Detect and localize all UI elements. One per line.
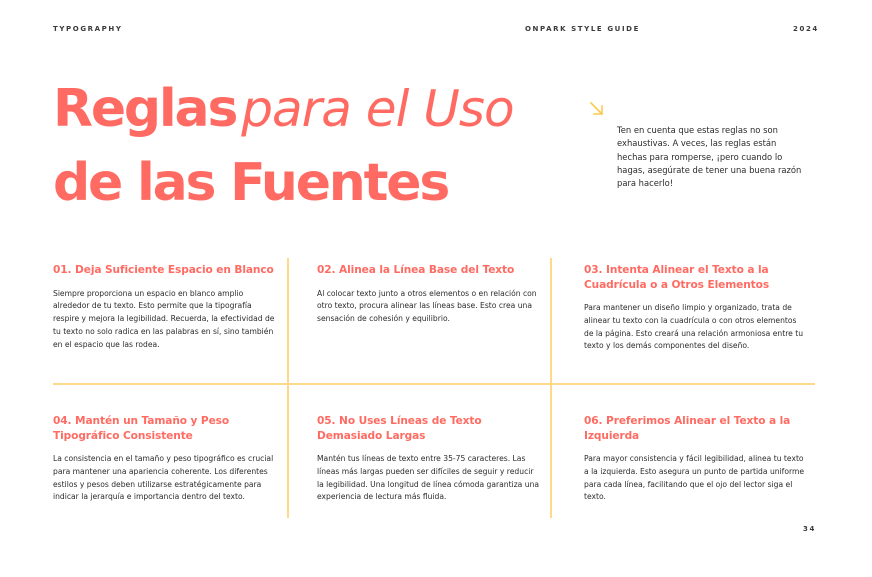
- rule-card-02: [317, 263, 541, 326]
- title-bold: Reglas: [53, 79, 237, 139]
- rule-body: Para mantener un diseño limpio y organizado, trata de alinear tu texto con la cuadrícula o con otros elementos de la página. Esto creará una relación armoniosa entre tu texto y los demás componentes del diseño.: [584, 303, 804, 351]
- rule-title: 02. Alinea la Línea Base del Texto: [317, 264, 515, 276]
- rule-title: 01. Deja Suficiente Espacio en Blanco: [53, 264, 274, 276]
- guide-label: ONPARK STYLE GUIDE: [525, 25, 640, 33]
- rule-card-06: [584, 414, 808, 504]
- rule-card-05: [317, 414, 541, 504]
- rule-body: Al colocar texto junto a otros elementos o en relación con otro texto, procura alinear las líneas base. Esto crea una sensación de cohesión y equilibrio.: [317, 288, 537, 324]
- intro-note: Ten en cuenta que estas reglas no son exhaustivas. A veces, las reglas están hechas para romperse, ¡pero cuando lo hagas, asegúrate de tener una buena razón para hacerlo!: [617, 125, 802, 189]
- rule-body: La consistencia en el tamaño y peso tipográfico es crucial para mantener una apariencia coherente. Los diferentes estilos y pesos deben utilizarse estratégicamente para indicar la jerarquía e importancia dentro del texto.: [53, 454, 274, 502]
- rule-title: 03. Intenta Alinear el Texto a la Cuadrícula o a Otros Elementos: [584, 264, 770, 291]
- page-number: 34: [803, 525, 816, 533]
- page-title: [53, 78, 514, 215]
- rule-body: Para mayor consistencia y fácil legibilidad, alinea tu texto a la izquierda. Esto asegura un punto de partida uniforme para cada línea, facilitando que el ojo del lector siga el texto.: [584, 454, 805, 502]
- rule-card-03: [584, 263, 808, 353]
- rule-body: Mantén tus líneas de texto entre 35-75 caracteres. Las líneas más largas pueden ser difíciles de seguir y reducir la legibilidad. Una longitud de línea cómoda garantiza una experiencia de lectura más fluida.: [317, 454, 540, 502]
- section-label: TYPOGRAPHY: [53, 25, 123, 33]
- arrow-down-right-icon: [589, 101, 605, 117]
- year-label: 2024: [793, 25, 819, 33]
- rule-title: 05. No Uses Líneas de Texto Demasiado Largas: [317, 415, 482, 442]
- grid-divider-vertical-1: [287, 258, 289, 518]
- rule-body: Siempre proporciona un espacio en blanco amplio alrededor de tu texto. Esto permite que la tipografía respire y mejora la legibilidad. Recuerda, la efectividad de tu texto no solo radica en las palabras en sí, sino también en el espacio que las rodea.: [53, 288, 275, 349]
- title-line-2: de las Fuentes: [53, 153, 449, 213]
- title-line-1: [53, 78, 514, 152]
- title-italic: para el Uso: [241, 80, 514, 138]
- rule-title: 06. Preferimos Alinear el Texto a la Izquierda: [584, 415, 791, 442]
- rule-title: 04. Mantén un Tamaño y Peso Tipográfico Consistente: [53, 415, 230, 442]
- grid-divider-horizontal: [53, 383, 815, 385]
- rule-card-04: [53, 414, 277, 504]
- rule-card-01: [53, 263, 277, 351]
- grid-divider-vertical-2: [550, 258, 552, 518]
